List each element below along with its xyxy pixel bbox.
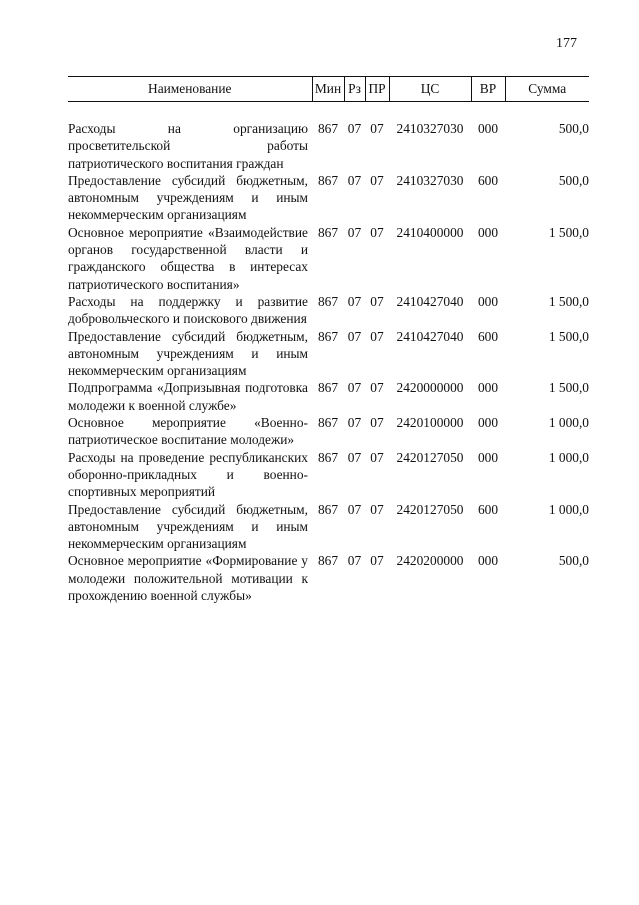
- row-name: Подпрограмма «Допризывная подготовка молодежи к военной службе»: [68, 380, 308, 413]
- row-rz: 07: [347, 172, 362, 188]
- row-pr: 07: [370, 501, 384, 517]
- row-sum: 1 500,0: [548, 380, 589, 396]
- row-rz: 07: [347, 449, 362, 465]
- table-row: [68, 224, 589, 293]
- row-sum: 500,0: [558, 172, 589, 188]
- header-min: Мин: [312, 77, 344, 102]
- table-row: [68, 501, 589, 553]
- row-min: 867: [317, 501, 339, 517]
- row-pr: 07: [370, 449, 384, 465]
- row-vr: 600: [477, 501, 499, 517]
- table-row: [68, 328, 589, 380]
- row-rz: 07: [347, 501, 362, 517]
- row-vr: 000: [477, 380, 499, 396]
- row-cs: 2410327030: [396, 172, 464, 188]
- row-pr: 07: [370, 293, 384, 309]
- row-sum: 1 000,0: [548, 449, 589, 465]
- row-sum: 1 500,0: [548, 293, 589, 309]
- row-min: 867: [317, 328, 339, 344]
- table-row: [68, 293, 589, 328]
- row-name: Основное мероприятие «Военно-патриотическое воспитание молодежи»: [68, 415, 308, 448]
- row-name: Основное мероприятие «Формирование у молодежи положительной мотивации к прохождению военной службы»: [68, 553, 308, 604]
- row-min: 867: [317, 293, 339, 309]
- row-rz: 07: [347, 553, 362, 569]
- row-sum: 1 500,0: [548, 224, 589, 240]
- row-pr: 07: [370, 328, 384, 344]
- row-rz: 07: [347, 415, 362, 431]
- row-pr: 07: [370, 380, 384, 396]
- row-rz: 07: [347, 121, 362, 136]
- table-row: [68, 414, 589, 449]
- row-cs: 2420000000: [396, 380, 464, 396]
- table-header: [68, 77, 589, 102]
- header-vr: ВР: [471, 77, 505, 102]
- row-rz: 07: [347, 328, 362, 344]
- row-min: 867: [317, 224, 339, 240]
- row-name: Предоставление субсидий бюджетным, автономным учреждениям и иным некоммерческим организациям: [68, 328, 308, 379]
- header-sum: Сумма: [505, 77, 589, 102]
- row-sum: 500,0: [558, 553, 589, 569]
- table-row: [68, 120, 589, 172]
- row-pr: 07: [370, 172, 384, 188]
- row-min: 867: [317, 380, 339, 396]
- row-pr: 07: [370, 224, 384, 240]
- row-min: 867: [317, 449, 339, 465]
- row-name: Расходы на организацию просветительской работы патриотического воспитания граждан: [68, 121, 308, 171]
- row-pr: 07: [370, 415, 384, 431]
- header-name: Наименование: [68, 77, 312, 102]
- row-pr: 07: [370, 553, 384, 569]
- header-cs: ЦС: [389, 77, 471, 102]
- row-cs: 2410427040: [396, 293, 464, 309]
- row-name: Предоставление субсидий бюджетным, автономным учреждениям и иным некоммерческим организациям: [68, 501, 308, 552]
- row-vr: 000: [477, 121, 499, 136]
- row-vr: 000: [477, 224, 499, 240]
- row-rz: 07: [347, 380, 362, 396]
- row-sum: 1 000,0: [548, 415, 589, 431]
- table-body: [68, 102, 589, 605]
- header-pr: ПР: [365, 77, 389, 102]
- row-vr: 000: [477, 449, 499, 465]
- row-min: 867: [317, 415, 339, 431]
- header-rz: Рз: [344, 77, 365, 102]
- page-number: 177: [556, 36, 577, 51]
- row-cs: 2420200000: [396, 553, 464, 569]
- row-name: Основное мероприятие «Взаимодействие органов государственной власти и гражданского общества в интересах патриотического воспитания»: [68, 224, 308, 292]
- budget-table: [68, 76, 589, 604]
- row-cs: 2420100000: [396, 415, 464, 431]
- row-min: 867: [317, 172, 339, 188]
- table-row: [68, 552, 589, 604]
- row-name: Предоставление субсидий бюджетным, автономным учреждениям и иным некоммерческим организациям: [68, 172, 308, 223]
- table-row: [68, 379, 589, 414]
- row-cs: 2410400000: [396, 224, 464, 240]
- table-row: [68, 449, 589, 501]
- row-name: Расходы на поддержку и развитие добровольческого и поискового движения: [68, 293, 308, 327]
- row-cs: 2420127050: [396, 449, 464, 465]
- row-min: 867: [317, 121, 339, 136]
- row-sum: 1 000,0: [548, 501, 589, 517]
- row-vr: 600: [477, 328, 499, 344]
- row-cs: 2410327030: [396, 121, 464, 136]
- row-sum: 500,0: [558, 121, 589, 136]
- row-vr: 000: [477, 415, 499, 431]
- row-cs: 2420127050: [396, 501, 464, 517]
- row-cs: 2410427040: [396, 328, 464, 344]
- row-name: Расходы на проведение республиканских оборонно-прикладных и военно-спортивных мероприятий: [68, 449, 308, 500]
- table-row: [68, 172, 589, 224]
- row-min: 867: [317, 553, 339, 569]
- row-pr: 07: [370, 121, 384, 136]
- row-vr: 000: [477, 553, 499, 569]
- row-rz: 07: [347, 293, 362, 309]
- row-sum: 1 500,0: [548, 328, 589, 344]
- row-vr: 000: [477, 293, 499, 309]
- row-rz: 07: [347, 224, 362, 240]
- row-vr: 600: [477, 172, 499, 188]
